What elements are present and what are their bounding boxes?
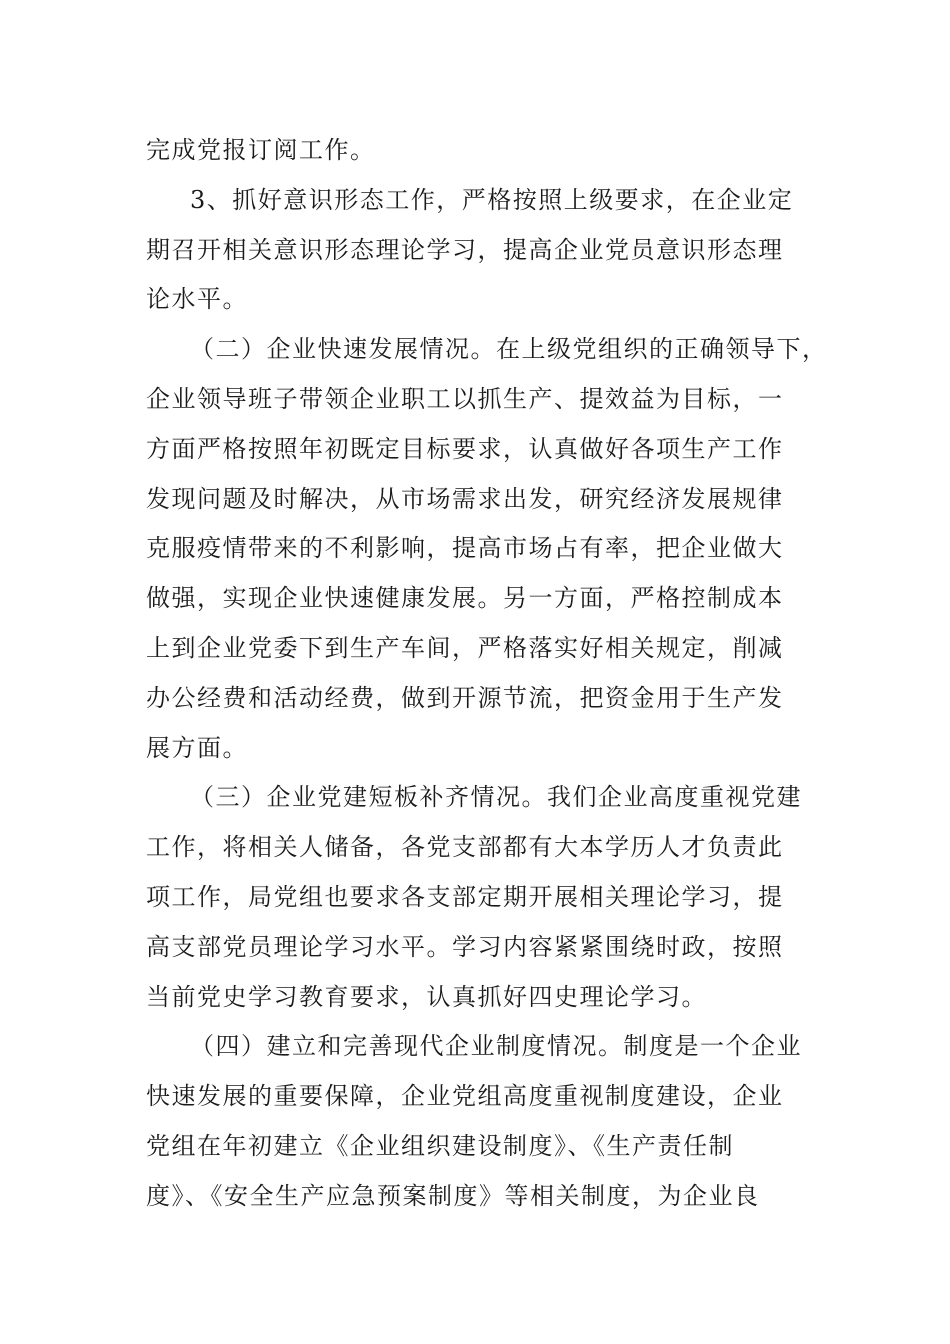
text-line: 展方面。 [146, 733, 248, 762]
text-line: 党组在年初建立《企业组织建设制度》、《生产责任制 [146, 1131, 734, 1160]
text-line: 完成党报订阅工作。 [146, 136, 376, 164]
text-line: 发现问题及时解决，从市场需求出发，研究经济发展规律 [146, 484, 784, 513]
text-line: 高支部党员理论学习水平。学习内容紧紧围绕时政，按照 [146, 932, 784, 961]
text-line: 项工作，局党组也要求各支部定期开展相关理论学习，提 [146, 882, 784, 911]
text-line: 做强，实现企业快速健康发展。另一方面，严格控制成本 [146, 584, 784, 613]
text-line: 度》、《安全生产应急预案制度》等相关制度，为企业良 [146, 1181, 760, 1210]
body-text [146, 126, 828, 1222]
text-line: 期召开相关意识形态理论学习，提高企业党员意识形态理 [146, 235, 784, 264]
text-line: （二）企业快速发展情况。在上级党组织的正确领导下， [190, 335, 828, 364]
text-line: 上到企业党委下到生产车间，严格落实好相关规定，削减 [146, 633, 784, 662]
text-line: 快速发展的重要保障，企业党组高度重视制度建设，企业 [146, 1082, 784, 1111]
text-line: 当前党史学习教育要求，认真抓好四史理论学习。 [146, 982, 707, 1011]
text-line: （四）建立和完善现代企业制度情况。制度是一个企业 [190, 1032, 802, 1061]
text-line: 3、抓好意识形态工作，严格按照上级要求，在企业定 [190, 185, 794, 214]
text-line: 论水平。 [146, 285, 248, 314]
text-line: 办公经费和活动经费，做到开源节流，把资金用于生产发 [146, 683, 784, 712]
text-line: 克服疫情带来的不利影响，提高市场占有率，把企业做大 [146, 534, 784, 563]
text-line: （三）企业党建短板补齐情况。我们企业高度重视党建 [190, 783, 802, 812]
text-line: 方面严格按照年初既定目标要求，认真做好各项生产工作 [146, 434, 784, 463]
text-line: 工作，将相关人储备，各党支部都有大本学历人才负责此 [146, 833, 784, 862]
text-line: 企业领导班子带领企业职工以抓生产、提效益为目标，一 [146, 384, 784, 413]
